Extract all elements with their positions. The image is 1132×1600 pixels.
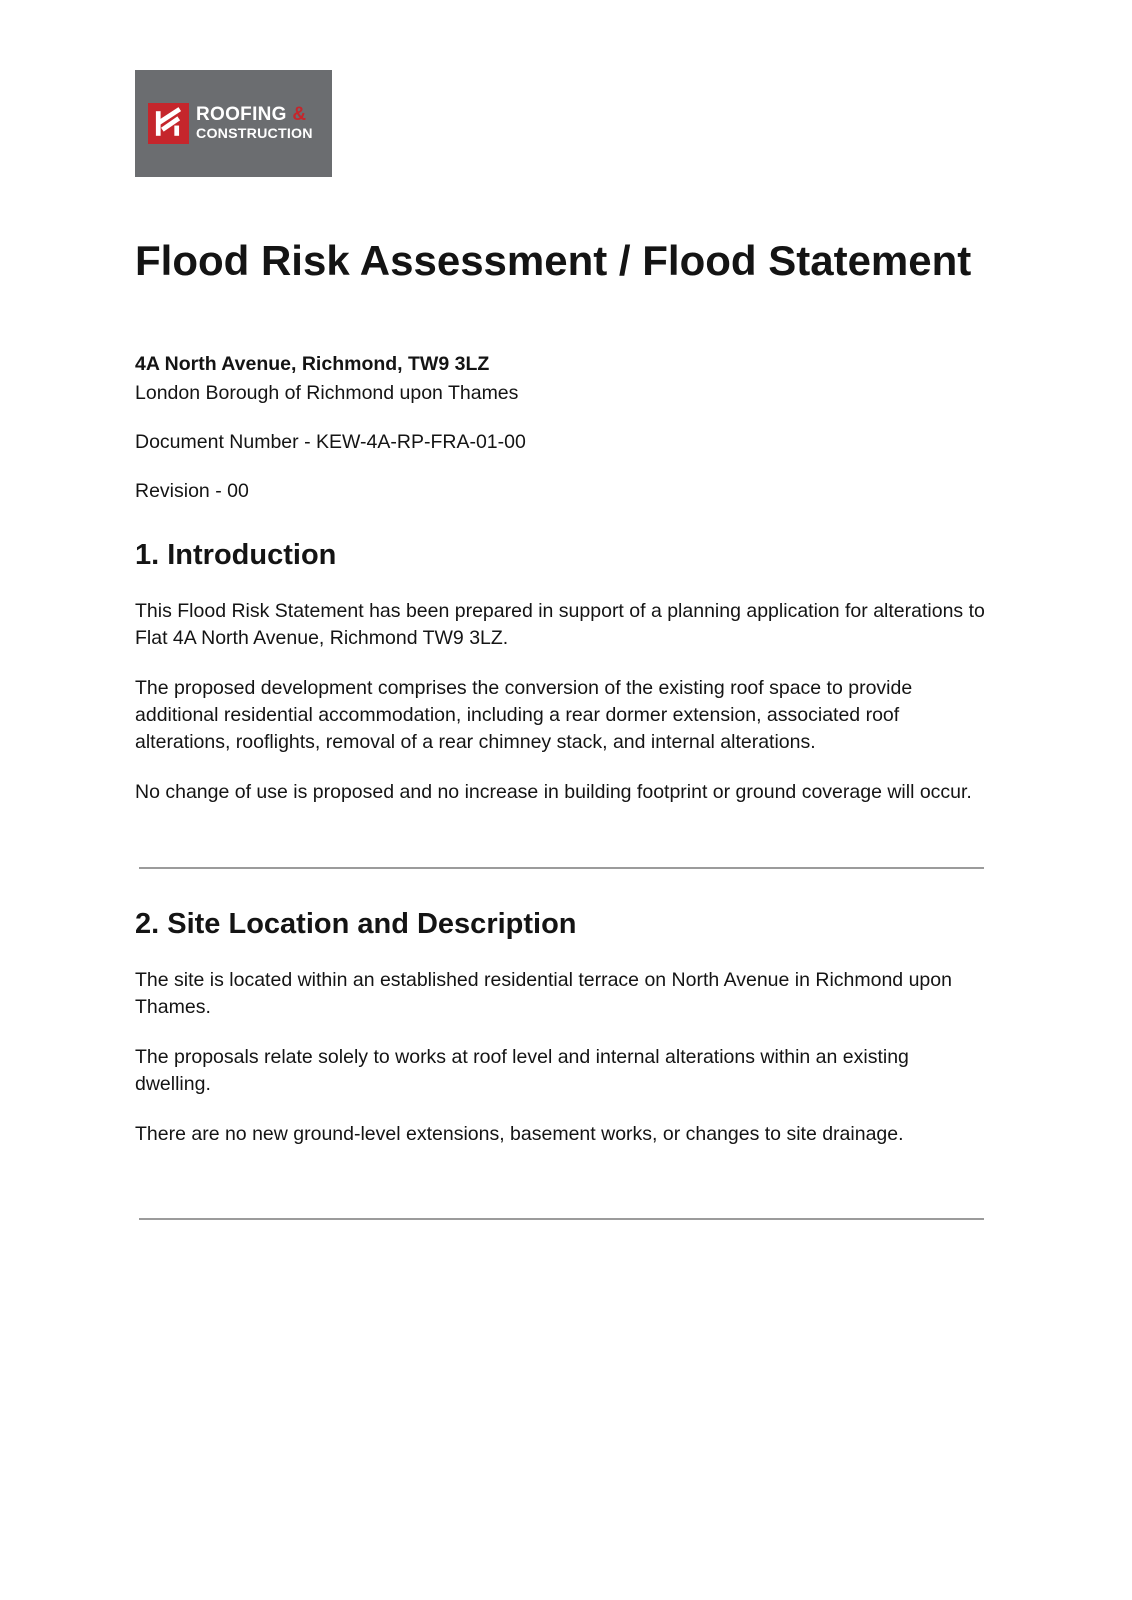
paragraph: The proposed development comprises the conversion of the existing roof space to provide additional residential accommodation, including a rear dormer extension, associated roof alterations, rooflights, removal of a rear chimney stack, and internal alterations. [135,677,913,753]
roofing-mark-icon [148,103,189,144]
paragraph: No change of use is proposed and no increase in building footprint or ground coverage will occur. [135,781,972,803]
section-divider [139,1218,984,1220]
site-address: 4A North Avenue, Richmond, TW9 3LZ [135,353,490,375]
section-site-location [135,905,990,1148]
logo-word-construction: CONSTRUCTION [196,126,313,143]
section-heading: 1. Introduction [135,539,337,571]
section-heading: 2. Site Location and Description [135,908,577,940]
section-divider [139,867,984,869]
document-number: Document Number - KEW-4A-RP-FRA-01-00 [135,431,526,453]
logo-text [196,105,313,141]
paragraph: The proposals relate solely to works at roof level and internal alterations within an existing dwelling. [135,1046,909,1095]
document-title: Flood Risk Assessment / Flood Statement [135,237,972,284]
document-content [135,232,990,1220]
revision-number: Revision - 00 [135,480,249,502]
document-meta [135,350,990,506]
paragraph: The site is located within an established residential terrace on North Avenue in Richmond upon Thames. [135,969,952,1018]
section-introduction [135,536,990,806]
logo-roofing-line [196,105,313,124]
company-logo [135,70,332,177]
logo-word-roofing: ROOFING [196,104,293,126]
paragraph: This Flood Risk Statement has been prepared in support of a planning application for alterations to Flat 4A North Avenue, Richmond TW9 3LZ. [135,600,985,649]
logo-ampersand: & [292,104,307,126]
paragraph: There are no new ground-level extensions, basement works, or changes to site drainage. [135,1123,904,1145]
borough-line: London Borough of Richmond upon Thames [135,382,519,404]
